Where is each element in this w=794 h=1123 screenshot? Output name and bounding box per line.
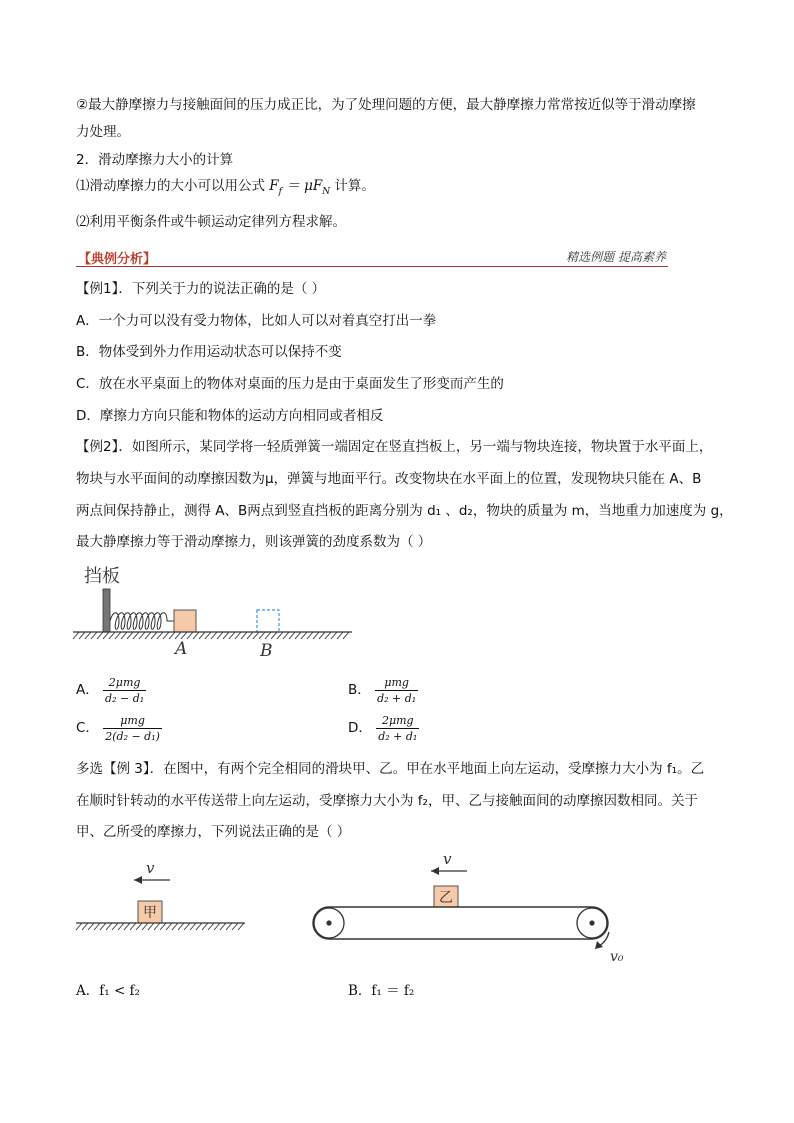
option-b-fraction	[375, 676, 418, 705]
hatch-stroke	[199, 632, 205, 639]
example1-option-d: D．摩擦力方向只能和物体的运动方向相同或者相反	[76, 408, 384, 424]
hatch-stroke	[337, 632, 343, 639]
hatch-stroke	[184, 923, 190, 930]
hatch-stroke	[139, 632, 145, 639]
block-position-B	[257, 610, 279, 632]
hatch-stroke	[307, 632, 313, 639]
method-line-equations: ⑵利用平衡条件或牛顿运动定律列方程求解。	[76, 214, 346, 230]
hatch-stroke	[247, 632, 253, 639]
example2-option-b	[348, 674, 418, 706]
option-c-label: C．	[76, 720, 99, 736]
hatch-stroke	[181, 632, 187, 639]
hatch-stroke	[253, 632, 259, 639]
hatch-stroke	[118, 923, 124, 930]
formula-line	[76, 177, 375, 201]
block-yi-label: 乙	[439, 890, 453, 906]
hatch-stroke	[241, 632, 247, 639]
hatch-stroke	[79, 632, 85, 639]
right-pulley-axle	[589, 920, 594, 925]
hatch-stroke	[145, 632, 151, 639]
hatch-stroke	[166, 923, 172, 930]
option-b-label: B．	[348, 682, 371, 698]
velocity-label-yi: v	[443, 850, 452, 868]
hatch-stroke	[103, 632, 109, 639]
hatch-stroke	[85, 632, 91, 639]
hatch-stroke	[277, 632, 283, 639]
figure-label-B: B	[260, 641, 273, 661]
hatch-stroke	[109, 632, 115, 639]
hatch-stroke	[190, 923, 196, 930]
block-at-A	[174, 610, 196, 632]
example3-stem-line2: 在顺时针转动的水平传送带上向左运动，受摩擦力大小为 f₂，甲、乙与接触面间的动摩擦因数相同。关于	[76, 793, 698, 809]
hatch-stroke	[73, 632, 79, 639]
option-a-fraction	[103, 676, 146, 705]
hatch-stroke	[151, 632, 157, 639]
hatch-stroke	[301, 632, 307, 639]
hatch-stroke	[238, 923, 244, 930]
intro-paragraph-line2: 力处理。	[76, 124, 130, 140]
hatch-stroke	[88, 923, 94, 930]
example2-option-c	[76, 712, 162, 744]
section-heading-sliding-friction: 2．滑动摩擦力大小的计算	[76, 152, 234, 168]
hatch-stroke	[91, 632, 97, 639]
figure-label-board: 挡板	[84, 566, 120, 587]
example2-option-d	[348, 712, 419, 744]
section-header-title: 【典例分析】	[78, 252, 157, 267]
hatch-stroke	[202, 923, 208, 930]
hatch-stroke	[196, 923, 202, 930]
hatch-stroke	[187, 632, 193, 639]
example2-stem-line3: 两点间保持静止，测得 A、B两点到竖直挡板的距离分别为 d₁ 、d₂，物块的质量为 m，当地重力加速度为 g，	[76, 503, 733, 519]
formula-mu-F: ＝ μF	[286, 178, 323, 194]
hatch-stroke	[259, 632, 265, 639]
hatch-stroke	[157, 632, 163, 639]
option-d-numerator: 2μmg	[376, 714, 419, 729]
hatch-stroke	[220, 923, 226, 930]
hatch-stroke	[283, 632, 289, 639]
spring-block-figure	[70, 560, 360, 664]
hatch-stroke	[82, 923, 88, 930]
hatch-stroke	[313, 632, 319, 639]
example2-stem-line1: 【例2】．如图所示，某同学将一轻质弹簧一端固定在竖直挡板上，另一端与物块连接，物块置于水平面上，	[76, 439, 713, 455]
belt-speed-label: v₀	[610, 949, 624, 965]
hatch-stroke	[106, 923, 112, 930]
hatch-stroke	[127, 632, 133, 639]
velocity-arrowhead-yi	[431, 867, 439, 875]
hatch-stroke	[211, 632, 217, 639]
hatch-stroke	[94, 923, 100, 930]
ground-hatching-2	[76, 923, 244, 930]
hatch-stroke	[124, 923, 130, 930]
hatch-stroke	[229, 632, 235, 639]
formula-sub-f: f	[278, 187, 283, 197]
hatch-stroke	[130, 923, 136, 930]
example3-option-b: B．f₁ ＝ f₂	[348, 983, 415, 999]
hatch-stroke	[112, 923, 118, 930]
hatch-stroke	[289, 632, 295, 639]
hatch-stroke	[223, 632, 229, 639]
formula-line-prefix: ⑴滑动摩擦力的大小可以用公式	[76, 178, 265, 194]
hatch-stroke	[142, 923, 148, 930]
hatch-stroke	[217, 632, 223, 639]
left-pulley-axle	[326, 920, 331, 925]
hatch-stroke	[232, 923, 238, 930]
hatch-stroke	[76, 923, 82, 930]
hatch-stroke	[100, 923, 106, 930]
example2-stem-line4: 最大静摩擦力等于滑动摩擦力，则该弹簧的劲度系数为（ ）	[76, 534, 432, 550]
hatch-stroke	[271, 632, 277, 639]
section-header-examples	[76, 248, 668, 267]
hatch-stroke	[235, 632, 241, 639]
option-d-label: D．	[348, 720, 372, 736]
hatch-stroke	[163, 632, 169, 639]
intro-paragraph-line1: ②最大静摩擦力与接触面间的压力成正比，为了处理问题的方便，最大静摩擦力常常按近似等于滑动摩擦	[76, 97, 696, 113]
vertical-board	[103, 589, 110, 632]
hatch-stroke	[133, 632, 139, 639]
hatch-stroke	[154, 923, 160, 930]
formula-sub-N: N	[322, 187, 331, 197]
velocity-arrowhead-jia	[134, 876, 142, 884]
figure-label-A: A	[175, 639, 188, 659]
hatch-stroke	[175, 632, 181, 639]
hatch-stroke	[226, 923, 232, 930]
conveyor-figure	[305, 848, 630, 968]
option-a-label: A．	[76, 682, 99, 698]
rotation-arrowhead	[595, 941, 603, 949]
formula-line-suffix: 计算。	[334, 178, 375, 194]
spring	[110, 613, 174, 630]
hatch-stroke	[160, 923, 166, 930]
hatch-stroke	[214, 923, 220, 930]
hatch-stroke	[178, 923, 184, 930]
hatch-stroke	[121, 632, 127, 639]
hatch-stroke	[295, 632, 301, 639]
hatch-stroke	[343, 632, 349, 639]
option-a-numerator: 2μmg	[103, 676, 146, 691]
option-b-denominator: d₂ + d₁	[377, 691, 417, 705]
hatch-stroke	[136, 923, 142, 930]
example1-option-b: B．物体受到外力作用运动状态可以保持不变	[76, 344, 342, 360]
hatch-stroke	[205, 632, 211, 639]
hatch-stroke	[97, 632, 103, 639]
section-header-slogan: 精选例题 提高素养	[566, 250, 666, 264]
option-b-numerator: μmg	[375, 676, 418, 691]
example1-stem: 【例1】．下列关于力的说法正确的是（ ）	[76, 281, 326, 297]
option-c-fraction	[103, 714, 162, 743]
hatch-stroke	[319, 632, 325, 639]
hatch-stroke	[148, 923, 154, 930]
hatch-stroke	[331, 632, 337, 639]
option-d-denominator: d₂ + d₁	[378, 729, 418, 743]
hatch-stroke	[172, 923, 178, 930]
example3-stem-line3: 甲、乙所受的摩擦力，下列说法正确的是（ ）	[76, 824, 351, 840]
hatch-stroke	[208, 923, 214, 930]
example1-option-c: C．放在水平桌面上的物体对桌面的压力是由于桌面发生了形变而产生的	[76, 376, 504, 392]
example2-option-a	[76, 674, 146, 706]
option-c-denominator: 2(d₂ − d₁)	[105, 729, 160, 743]
example3-stem-line1: 多选【例 3】．在图中，有两个完全相同的滑块甲、乙。甲在水平地面上向左运动，受摩擦力大小为 f₁。乙	[76, 761, 705, 777]
velocity-label-jia: v	[146, 859, 155, 877]
example3-option-a: A．f₁ < f₂	[76, 983, 140, 999]
formula-F: F	[269, 178, 279, 194]
option-a-denominator: d₂ − d₁	[105, 691, 145, 705]
hatch-stroke	[193, 632, 199, 639]
hatch-stroke	[169, 632, 175, 639]
option-c-numerator: μmg	[103, 714, 162, 729]
hatch-stroke	[115, 632, 121, 639]
ground-block-figure	[70, 855, 260, 940]
hatch-stroke	[265, 632, 271, 639]
block-jia-label: 甲	[143, 905, 157, 921]
hatch-stroke	[325, 632, 331, 639]
example1-option-a: A．一个力可以没有受力物体，比如人可以对着真空打出一拳	[76, 313, 437, 329]
ground-hatching	[73, 632, 349, 639]
option-d-fraction	[376, 714, 419, 743]
conveyor-belt	[313, 907, 608, 939]
example2-stem-line2: 物块与水平面间的动摩擦因数为μ，弹簧与地面平行。改变物块在水平面上的位置，发现物块只能在 A、B	[76, 471, 702, 487]
